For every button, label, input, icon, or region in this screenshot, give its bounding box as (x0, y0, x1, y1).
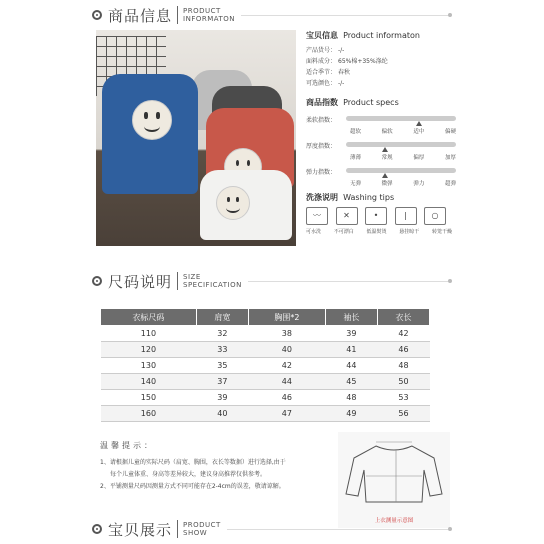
elasticity-slider: 弹力指数： 无弹 微弹 弹力 超弹 (306, 169, 456, 187)
info-row: 适合季节： 春秋 (306, 69, 351, 76)
notes-title: 温馨提示： (100, 441, 155, 450)
info-title-en: Product informaton (343, 31, 420, 40)
section-header-size (92, 268, 452, 294)
note-line: 每个儿童体重、身高等差异较大，建议身高推荐仅供参考。 (110, 471, 267, 478)
bullet-icon (92, 524, 102, 534)
section-subtitle-2: SHOW (183, 529, 208, 537)
section-subtitle-1: PRODUCT (183, 521, 221, 529)
softness-marker (416, 121, 422, 126)
info-row: 产品货号： -/- (306, 47, 345, 54)
table-header-row: 衣标尺码 肩宽 胸围*2 袖长 衣长 (101, 309, 430, 326)
note-line: 1、请根据儿童的实际尺码（肩宽、胸围，衣长等数据）进行选择,由于 (100, 459, 286, 466)
section-header-product-info (92, 2, 452, 28)
table-row: 130 35 42 44 48 (101, 358, 430, 374)
hand-wash-icon: 〰 (306, 207, 328, 225)
wash-title-cn: 洗涤说明 (306, 193, 338, 202)
table-row: 120 33 40 41 46 (101, 342, 430, 358)
table-row: 110 32 38 39 42 (101, 326, 430, 342)
size-table (100, 308, 430, 422)
section-subtitle-1: SIZE (183, 273, 201, 281)
section-subtitle-1: PRODUCT (183, 7, 221, 15)
sweater-outline-icon (338, 432, 450, 512)
section-title: 宝贝展示 (108, 520, 173, 539)
specs-title-en: Product specs (343, 98, 399, 107)
table-row: 150 39 46 48 53 (101, 390, 430, 406)
product-info-panel: 宝贝信息 Product informaton 产品货号： -/- 面料成分： 65%棉+35%涤纶 适合季节： 春秋 可选颜色： -/- 商品指数 Product specs 柔软指数： 超软 偏软 适中 偏硬 厚度指数： 薄薄 常规 偏厚 加厚 弹力指数： 无弹 微弹 弹力 超弹 洗涤说明 Washing tips 〰 ✕ • | ○ 可水洗 不可漂白 低温熨烫 悬挂晾干 转笼干燥 (306, 31, 456, 235)
section-title: 商品信息 (108, 6, 173, 25)
softness-slider: 柔软指数： 超软 偏软 适中 偏硬 (306, 117, 456, 135)
section-title: 尺码说明 (108, 272, 173, 291)
section-subtitle-2: SPECIFICATION (183, 281, 242, 289)
tumble-dry-icon: ○ (424, 207, 446, 225)
no-bleach-icon: ✕ (336, 207, 358, 225)
info-row: 面料成分： 65%棉+35%涤纶 (306, 58, 388, 65)
wash-title-en: Washing tips (343, 193, 395, 202)
hang-dry-icon: | (395, 207, 417, 225)
thickness-slider: 厚度指数： 薄薄 常规 偏厚 加厚 (306, 143, 456, 161)
diagram-caption: 上衣测量示意图 (374, 518, 414, 524)
measurement-diagram (338, 432, 450, 528)
table-row: 160 40 47 49 56 (101, 406, 430, 422)
info-row: 可选颜色： -/- (306, 80, 345, 87)
section-header-show (92, 516, 452, 542)
size-notes (100, 440, 330, 493)
table-row: 140 37 44 45 50 (101, 374, 430, 390)
product-photo (96, 30, 296, 246)
iron-low-icon: • (365, 207, 387, 225)
specs-title-cn: 商品指数 (306, 98, 338, 107)
section-subtitle-2: INFORMATON (183, 15, 236, 23)
elasticity-marker (382, 173, 388, 178)
info-title-cn: 宝贝信息 (306, 31, 338, 40)
note-line: 2、平铺测量尺码因测量方式不同可能存在2-4cm的误差，敬请谅解。 (100, 483, 285, 490)
bullet-icon (92, 10, 102, 20)
bullet-icon (92, 276, 102, 286)
thickness-marker (382, 147, 388, 152)
